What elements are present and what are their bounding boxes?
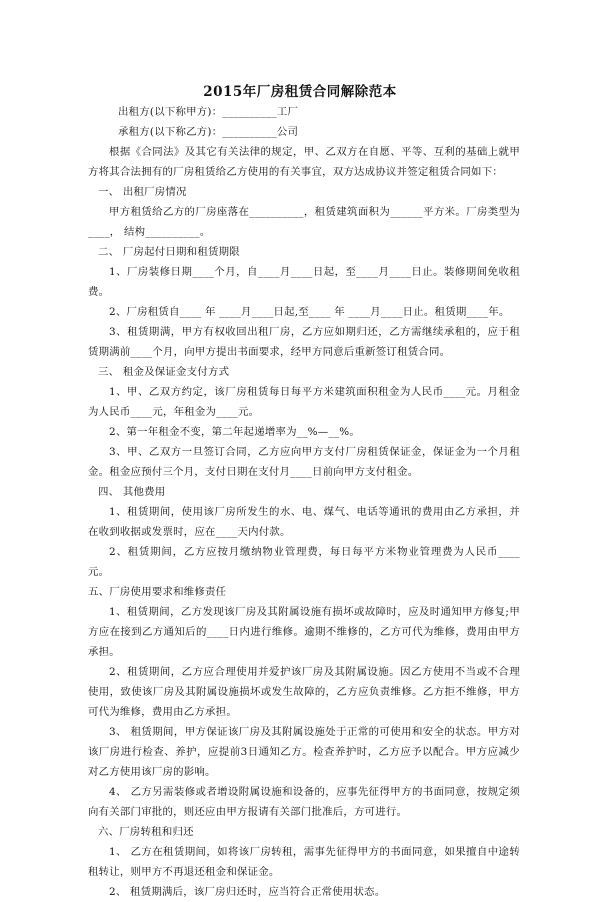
section-4-item-2: 2、租赁期间，乙方应按月缴纳物业管理费，每日每平方米物业管理费为人民币____元。 [88,546,520,578]
section-6-item-2: 2、 租赁期满后，该厂房归还时，应当符合正常使用状态。 [109,886,386,898]
section-4-title: 四、 其他费用 [98,486,166,498]
section-5-item-2: 2、租赁期间，乙方应合理使用并爱护该厂房及其附属设施。因乙方使用不当或不合理使用，致使该厂房及其附属设施损坏或发生故障的，乙方应负责维修。乙方拒不维修，甲方可代为维修，费用由乙方承担。 [88,666,520,718]
document-body [88,102,520,902]
section-5-item-1: 1、租赁期间，乙方发现该厂房及其附属设施有损坏或故障时，应及时通知甲方修复;甲方应在接到乙方通知后的____日内进行维修。逾期不维修的，乙方可代为维修，费用由甲方承担。 [88,606,520,658]
section-4-item-1: 1、租赁期间，使用该厂房所发生的水、电、煤气、电话等通讯的费用由乙方承担，并在收到收据或发票时，应在____天内付款。 [88,506,520,538]
section-3-item-2: 2、第一年租金不变，第二年起递增率为__%—__%。 [109,426,361,438]
section-5-item-4: 4、 乙方另需装修或者增设附属设施和设备的，应事先征得甲方的书面同意，按规定须向有关部门审批的，则还应由甲方报请有关部门批准后，方可进行。 [88,786,520,818]
section-3-title: 三、 租金及保证金支付方式 [98,366,230,378]
section-3-item-1: 1、甲、乙双方约定，该厂房租赁每日每平方米建筑面积租金为人民币____元。月租金为人民币____元，年租金为____元。 [88,386,520,418]
section-2-item-2: 2、厂房租赁自____ 年 ____月____日起,至____ 年 ____月____日止。租赁期____年。 [109,306,510,318]
party-b-line: 承租方(以下称乙方)：__________公司 [118,126,299,138]
intro-paragraph: 根据《合同法》及其它有关法律的规定，甲、乙双方在自愿、平等、互利的基础上就甲方将其合法拥有的厂房租赁给乙方使用的有关事宜，双方达成协议并签定租赁合同如下： [88,146,520,178]
section-2-item-1: 1、厂房装修日期____个月，自____月____日起，至____月____日止。装修期间免收租费。 [88,266,520,298]
section-1-paragraph: 甲方租赁给乙方的厂房座落在__________，租赁建筑面积为______平方米。厂房类型为____， 结构__________。 [88,206,520,238]
section-5-item-3: 3、 租赁期间，甲方保证该厂房及其附属设施处于正常的可使用和安全的状态。甲方对该厂房进行检查、养护，应提前3日通知乙方。检查养护时，乙方应予以配合。甲方应减少对乙方使用该厂房的影响。 [88,726,520,778]
section-1-title: 一、 出租厂房情况 [98,186,187,198]
section-6-title: 六、厂房转租和归还 [98,826,194,838]
party-a-line: 出租方(以下称甲方)：__________工厂 [118,106,299,118]
section-2-item-3: 3、租赁期满，甲方有权收回出租厂房，乙方应如期归还，乙方需继续承租的，应于租赁期满前____个月，向甲方提出书面要求，经甲方同意后重新签订租赁合同。 [88,326,520,358]
document-title: 2015年厂房租赁合同解除范本 [203,84,397,100]
section-2-title: 二、 厂房起付日期和租赁期限 [98,246,240,258]
section-6-item-1: 1、 乙方在租赁期间，如将该厂房转租，需事先征得甲方的书面同意，如果擅自中途转租转让，则甲方不再退还租金和保证金。 [88,846,520,878]
section-3-item-3: 3、甲、乙双方一旦签订合同，乙方应向甲方支付厂房租赁保证金，保证金为一个月租金。租金应预付三个月，支付日期在支付月____日前向甲方支付租金。 [88,446,520,478]
section-5-title: 五、厂房使用要求和维修责任 [88,586,227,598]
